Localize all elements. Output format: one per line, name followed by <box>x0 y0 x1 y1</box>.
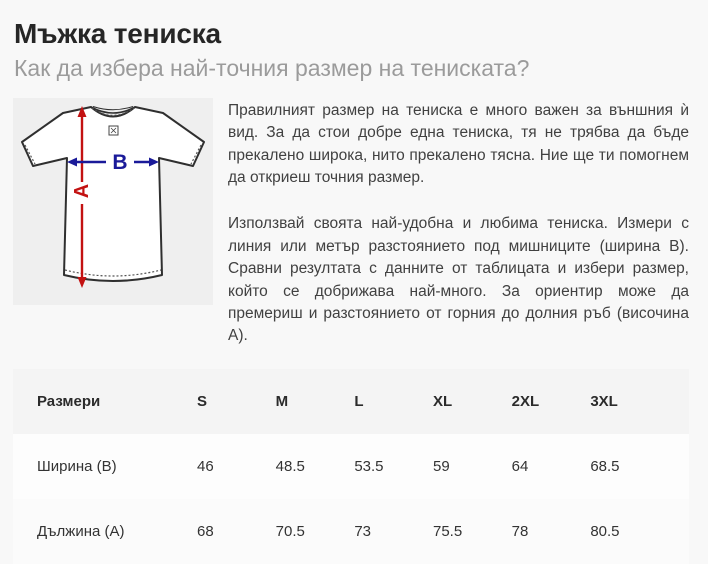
size-table-header-label: Размери <box>37 392 101 410</box>
size-column-header-m: M <box>275 392 289 410</box>
width-arrow-label: B <box>112 150 128 174</box>
size-table <box>13 369 689 564</box>
height-arrow-label: А <box>71 183 93 199</box>
page-subtitle: Как да избера най-точния размер на тениската? <box>14 55 530 82</box>
page-title: Мъжка тениска <box>14 18 221 49</box>
size-column-header-2xl: 2XL <box>511 392 540 410</box>
width-value-l: 53.5 <box>354 457 384 475</box>
length-value-s: 68 <box>197 522 214 540</box>
length-value-l: 73 <box>354 522 372 540</box>
width-value-2xl: 64 <box>511 457 529 475</box>
page-header <box>0 0 708 83</box>
table-row-length <box>13 499 689 564</box>
width-value-xl: 59 <box>432 457 450 475</box>
size-column-header-xl: XL <box>432 392 453 410</box>
size-column-header-s: S <box>197 392 208 410</box>
width-value-s: 46 <box>197 457 214 475</box>
width-value-m: 48.5 <box>275 457 305 475</box>
length-value-xl: 75.5 <box>432 522 463 540</box>
size-guide-text <box>228 98 689 348</box>
collar-back-line <box>93 106 133 109</box>
length-value-3xl: 80.5 <box>590 522 620 540</box>
intro-paragraph-1: Правилният размер на тениска е много важен за външния ѝ вид. За да стои добре една тениска, тя не трябва да бъде прекалено широка, нито прекалено тясна. Ние ще ти помогнем да откриеш точния размер. <box>228 101 689 186</box>
size-guide-section <box>13 98 689 348</box>
size-table-header-row <box>13 369 689 434</box>
intro-paragraph-2: Използвай своята най-удобна и любима тениска. Измери с линия или метър разстоянието под мишниците (ширина B). Сравни резултата с данните от таблицата и избери размер, който се добрижава най-много. За ориентир може да премериш и разстоянието от горния до долния ръб (височина А). <box>228 215 689 345</box>
row-label-length: Дължина (A) <box>37 522 125 540</box>
table-row-width <box>13 434 689 499</box>
length-value-m: 70.5 <box>275 522 305 540</box>
tshirt-diagram-image <box>13 98 213 305</box>
width-value-3xl: 68.5 <box>590 457 620 475</box>
row-label-width: Ширина (B) <box>37 457 117 475</box>
tshirt-measurement-diagram <box>13 98 213 305</box>
size-column-header-l: L <box>354 392 364 410</box>
length-value-2xl: 78 <box>511 522 529 540</box>
size-column-header-3xl: 3XL <box>590 392 618 410</box>
